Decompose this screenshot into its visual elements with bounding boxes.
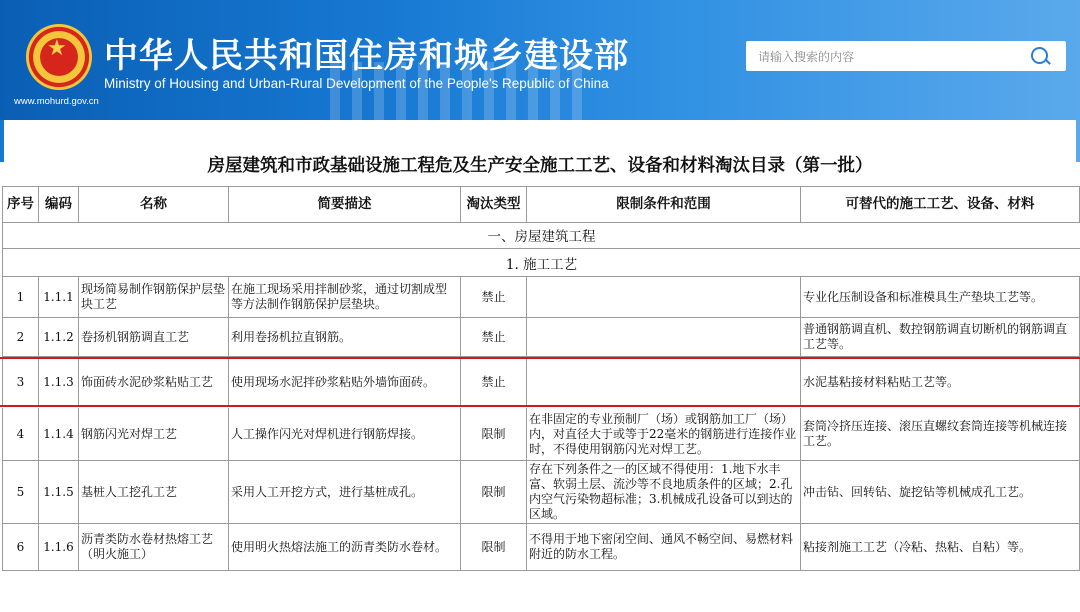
cell-name: 钢筋闪光对焊工艺	[78, 408, 228, 460]
cell-type: 限制	[460, 524, 526, 570]
cell-desc: 采用人工开挖方式，进行基桩成孔。	[228, 461, 460, 523]
table-row	[2, 408, 1080, 461]
header-type: 淘汰类型	[460, 187, 526, 222]
site-subtitle: Ministry of Housing and Urban-Rural Development of the People's Republic of China	[104, 76, 609, 91]
header-gap	[0, 120, 1080, 140]
cell-code: 1.1.1	[38, 277, 78, 317]
cell-desc: 利用卷扬机拉直钢筋。	[228, 318, 460, 356]
cell-name: 卷扬机钢筋调直工艺	[78, 318, 228, 356]
cell-alt: 水泥基粘接材料粘贴工艺等。	[800, 359, 1080, 405]
cell-alt: 粘接剂施工工艺（冷粘、热粘、自粘）等。	[800, 524, 1080, 570]
cell-alt: 套筒冷挤压连接、滚压直螺纹套筒连接等机械连接工艺。	[800, 408, 1080, 460]
header-no: 序号	[2, 187, 38, 222]
cell-desc: 人工操作闪光对焊机进行钢筋焊接。	[228, 408, 460, 460]
cell-limit: 在非固定的专业预制厂（场）或钢筋加工厂（场）内，对直径大于或等于22毫米的钢筋进行连接作业时，不得使用钢筋闪光对焊工艺。	[526, 408, 800, 460]
cell-code: 1.1.4	[38, 408, 78, 460]
highlight-line-top	[0, 357, 1080, 359]
site-title: 中华人民共和国住房和城乡建设部	[104, 36, 629, 76]
cell-no: 5	[2, 461, 38, 523]
cell-limit	[526, 359, 800, 405]
cell-no: 4	[2, 408, 38, 460]
cell-code: 1.1.6	[38, 524, 78, 570]
cell-limit	[526, 277, 800, 317]
cell-name: 沥青类防水卷材热熔工艺（明火施工）	[78, 524, 228, 570]
site-url: www.mohurd.gov.cn	[14, 96, 99, 107]
section-row	[2, 222, 1080, 249]
cell-alt: 专业化压制设备和标准模具生产垫块工艺等。	[800, 277, 1080, 317]
cell-desc: 在施工现场采用拌制砂浆，通过切割成型等方法制作钢筋保护层垫块。	[228, 277, 460, 317]
cell-type: 限制	[460, 461, 526, 523]
table-row	[2, 524, 1080, 571]
cell-no: 6	[2, 524, 38, 570]
search-icon[interactable]	[1031, 47, 1048, 64]
cell-limit	[526, 318, 800, 356]
cell-desc: 使用现场水泥拌砂浆粘贴外墙饰面砖。	[228, 359, 460, 405]
header-name: 名称	[78, 187, 228, 222]
table-row	[2, 318, 1080, 357]
national-emblem-icon: ★	[26, 24, 92, 90]
header-desc: 简要描述	[228, 187, 460, 222]
table-row	[2, 461, 1080, 524]
table-row	[2, 277, 1080, 318]
document-title: 房屋建筑和市政基础设施工程危及生产安全施工工艺、设备和材料淘汰目录（第一批）	[207, 156, 873, 176]
cell-alt: 普通钢筋调直机、数控钢筋调直切断机的钢筋调直工艺等。	[800, 318, 1080, 356]
subsection-title: 1. 施工工艺	[2, 249, 1080, 276]
cell-desc: 使用明火热熔法施工的沥青类防水卷材。	[228, 524, 460, 570]
cell-name: 现场简易制作钢筋保护层垫块工艺	[78, 277, 228, 317]
cell-limit: 存在下列条件之一的区域不得使用：1.地下水丰富、软弱土层、流沙等不良地质条件的区域；2.孔内空气污染物超标准；3.机械成孔设备可以到达的区域。	[526, 461, 800, 523]
table-header-row	[2, 186, 1080, 223]
cell-limit: 不得用于地下密闭空间、通风不畅空间、易燃材料附近的防水工程。	[526, 524, 800, 570]
site-header	[0, 0, 1080, 120]
header-limit: 限制条件和范围	[526, 187, 800, 222]
cell-code: 1.1.2	[38, 318, 78, 356]
cell-code: 1.1.3	[38, 359, 78, 405]
cell-name: 饰面砖水泥砂浆粘贴工艺	[78, 359, 228, 405]
subsection-row	[2, 249, 1080, 277]
header-alt: 可替代的施工工艺、设备、材料	[800, 187, 1080, 222]
cell-code: 1.1.5	[38, 461, 78, 523]
cell-alt: 冲击钻、回转钻、旋挖钻等机械成孔工艺。	[800, 461, 1080, 523]
header-code: 编码	[38, 187, 78, 222]
table-row	[2, 359, 1080, 406]
cell-no: 2	[2, 318, 38, 356]
search-box	[746, 41, 1066, 71]
cell-no: 1	[2, 277, 38, 317]
cell-no: 3	[2, 359, 38, 405]
search-input[interactable]	[756, 41, 1020, 73]
cell-name: 基桩人工挖孔工艺	[78, 461, 228, 523]
highlight-line-bottom	[0, 405, 1080, 407]
cell-type: 禁止	[460, 277, 526, 317]
cell-type: 禁止	[460, 359, 526, 405]
section-title: 一、房屋建筑工程	[2, 222, 1080, 248]
cell-type: 限制	[460, 408, 526, 460]
cell-type: 禁止	[460, 318, 526, 356]
